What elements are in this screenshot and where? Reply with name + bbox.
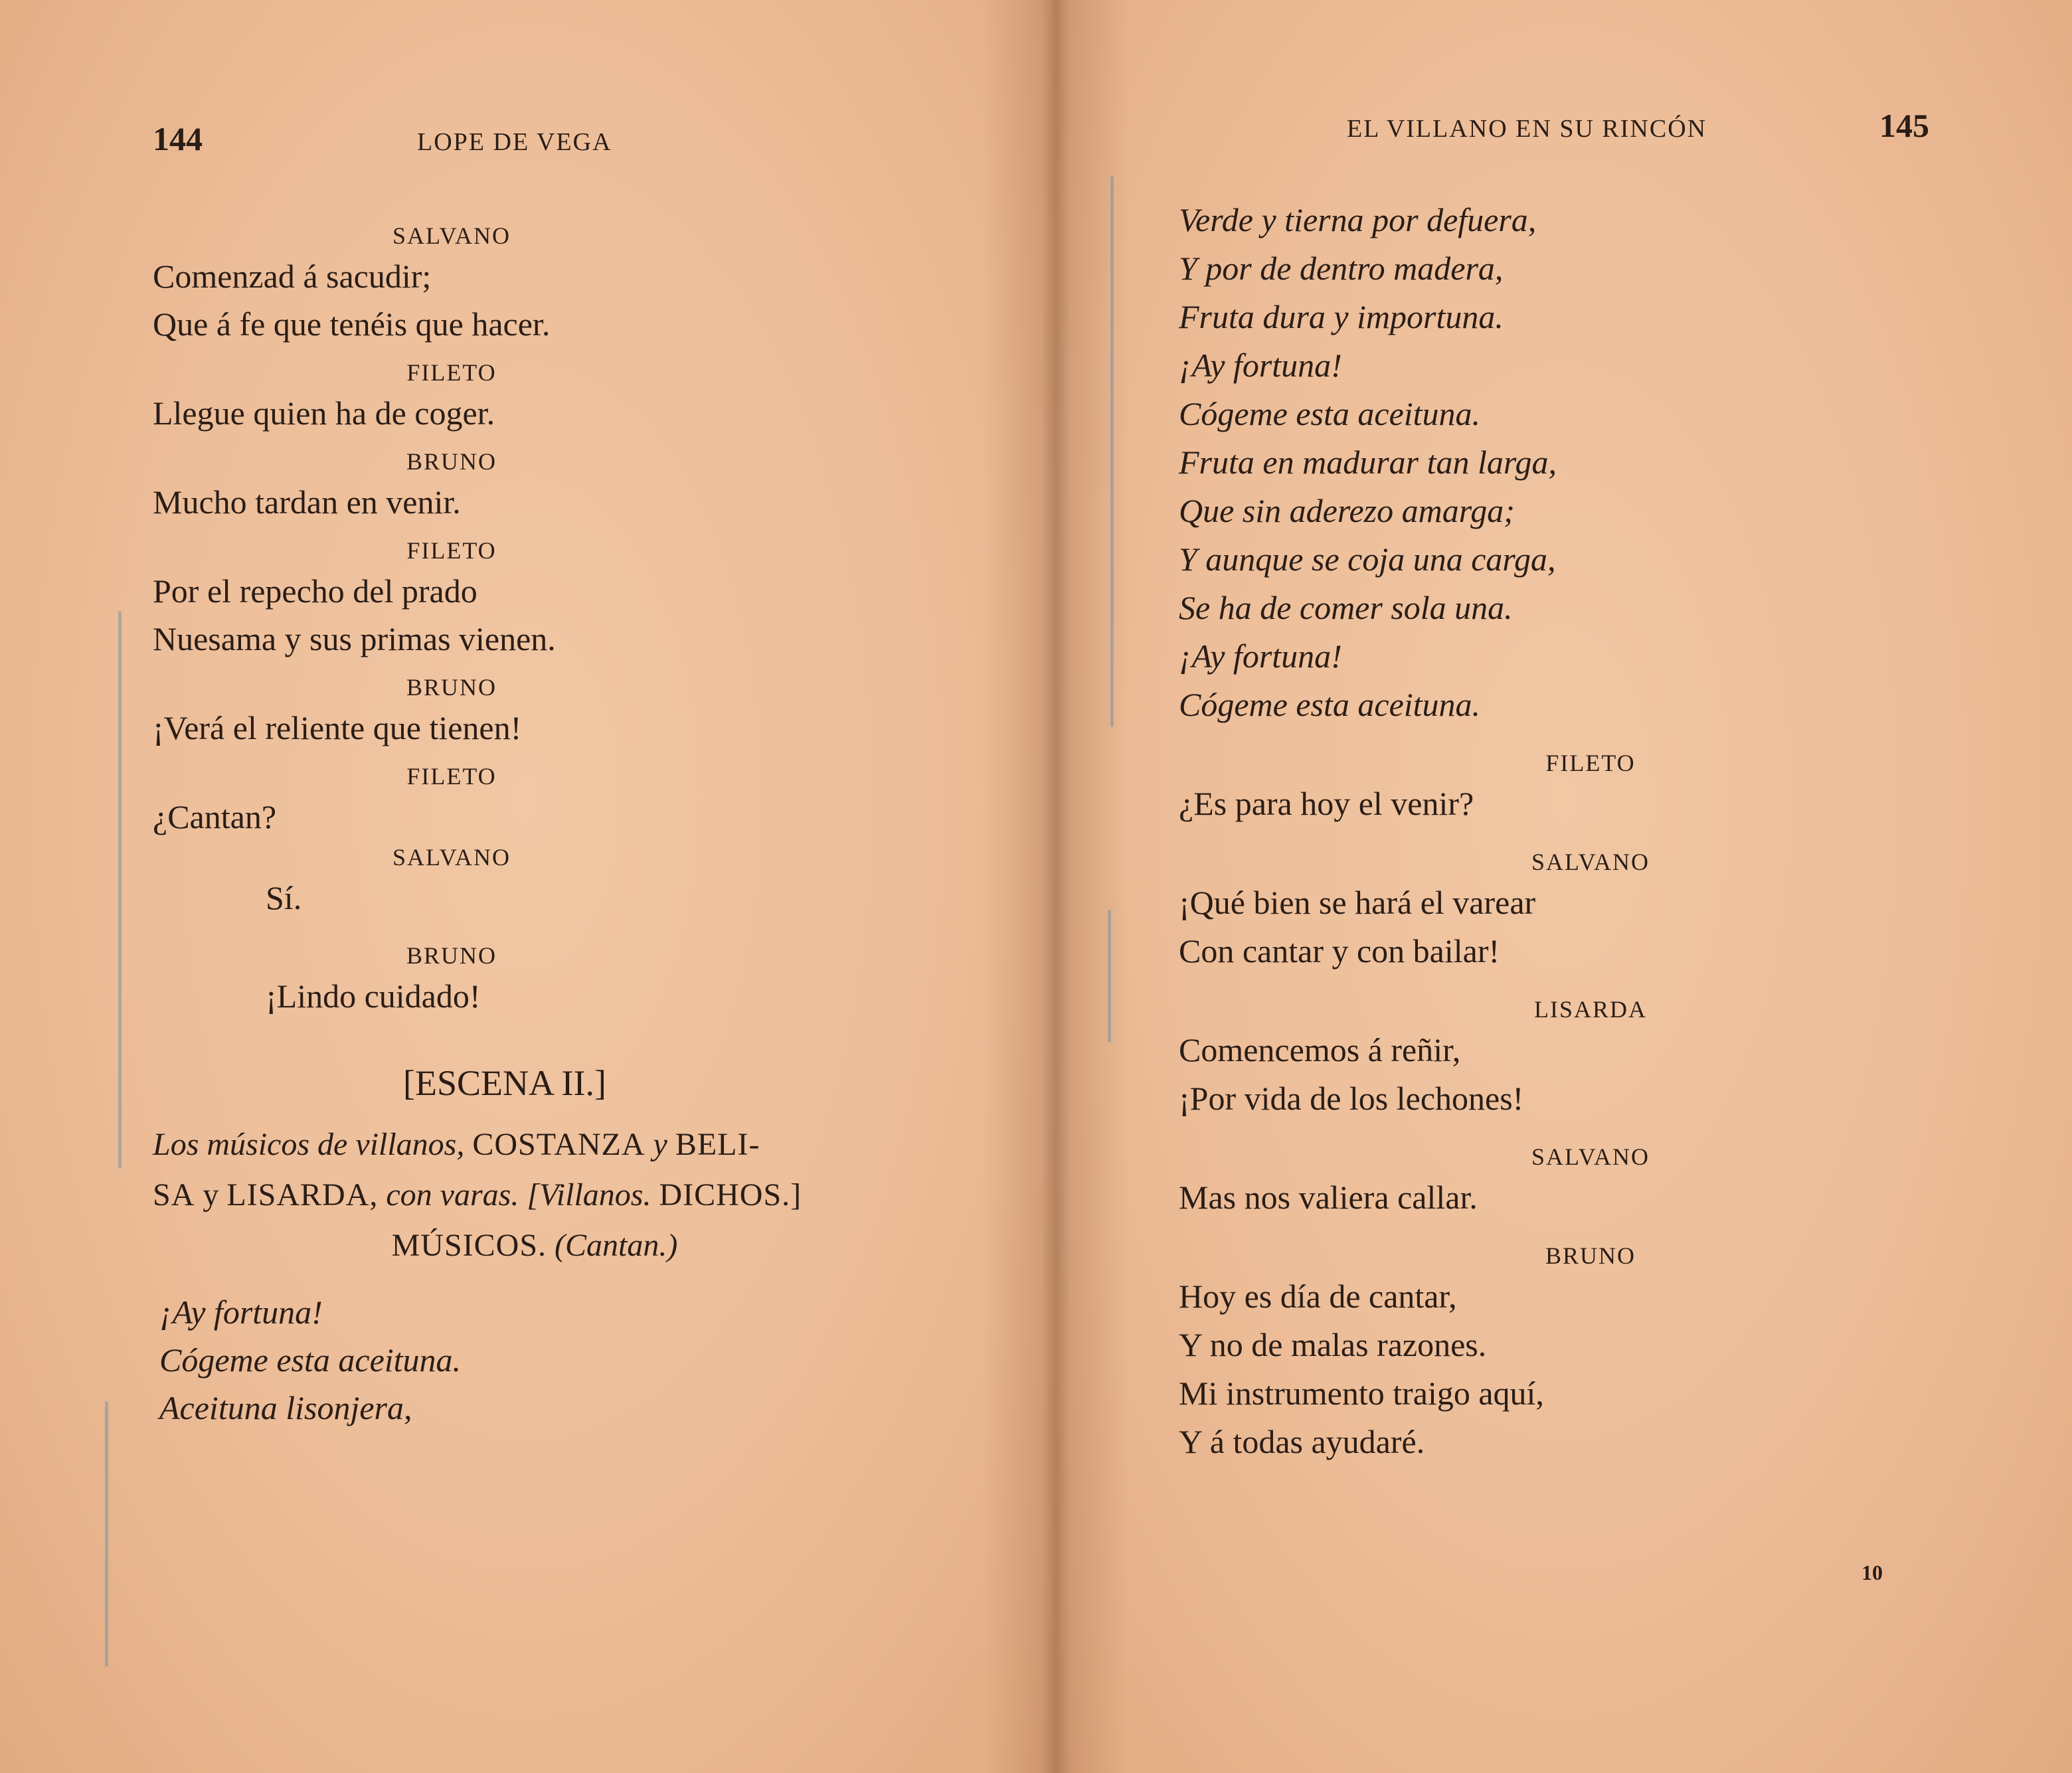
verse-line: ¿Cantan? xyxy=(153,798,277,835)
speaker-name: BRUNO xyxy=(406,674,497,701)
speaker-name: LISARDA xyxy=(1533,996,1647,1023)
verse-line: Mas nos valiera callar. xyxy=(1179,1179,1478,1216)
song-line: Aceituna lisonjera, xyxy=(159,1389,412,1426)
verse-line: Comenzad á sacudir; xyxy=(153,258,432,295)
stage-character: SA xyxy=(153,1177,195,1213)
verse-line: ¡Por vida de los lechones! xyxy=(1179,1080,1524,1117)
stage-character: BELI- xyxy=(675,1127,760,1162)
speaker-name: SALVANO xyxy=(1531,849,1650,875)
song-line: Y por de dentro madera, xyxy=(1179,250,1504,287)
speaker-name: BRUNO xyxy=(406,448,497,475)
verse-line: ¡Qué bien se hará el varear xyxy=(1179,884,1536,921)
scene-heading: [ESCENA II.] xyxy=(403,1063,606,1103)
stage-text: Los músicos de villanos, xyxy=(153,1127,465,1162)
speaker-name: BRUNO xyxy=(1545,1242,1636,1269)
song-line: Cógeme esta aceituna. xyxy=(159,1341,462,1379)
song-line: Que sin aderezo amarga; xyxy=(1179,492,1515,529)
speaker-name: FILETO xyxy=(406,359,497,386)
printer-signature: 10 xyxy=(1861,1561,1883,1584)
verse-line: Con cantar y con bailar! xyxy=(1179,932,1500,970)
song-block xyxy=(1179,196,1909,729)
verse-line: Por el repecho del prado xyxy=(153,572,477,610)
running-head-left: LOPE DE VEGA xyxy=(417,128,612,156)
song-line: Fruta dura y importuna. xyxy=(1179,298,1504,335)
song-line: Cógeme esta aceituna. xyxy=(1179,686,1481,723)
speaker-name: FILETO xyxy=(406,537,497,564)
book-gutter xyxy=(983,0,1129,1773)
verse-line: ¡Lindo cuidado! xyxy=(266,977,481,1015)
speech-block xyxy=(1179,1140,1909,1222)
left-column xyxy=(153,219,936,1432)
speaker-name: FILETO xyxy=(1545,750,1636,776)
page-number-left: 144 xyxy=(153,120,203,157)
verse-line: Y no de malas razones. xyxy=(1179,1326,1487,1363)
pencil-mark xyxy=(105,1401,108,1667)
verse-line: Comencemos á reñir, xyxy=(1179,1031,1461,1068)
verse-line: Y á todas ayudaré. xyxy=(1179,1423,1425,1460)
stage-text: (Cantan.) xyxy=(555,1228,678,1263)
verse-line: Nuesama y sus primas vienen. xyxy=(153,620,556,657)
speaker-name: SALVANO xyxy=(392,222,511,249)
speaker-name: FILETO xyxy=(406,763,497,790)
stage-text: y xyxy=(203,1177,219,1213)
speech-block xyxy=(153,445,936,526)
song-block xyxy=(153,1288,936,1432)
song-line: ¡Ay fortuna! xyxy=(1179,637,1342,675)
verse-line: Llegue quien ha de coger. xyxy=(153,394,495,432)
song-line: Fruta en madurar tan larga, xyxy=(1179,444,1557,481)
running-head-right: EL VILLANO EN SU RINCÓN xyxy=(1347,115,1707,143)
song-line: ¡Ay fortuna! xyxy=(1179,347,1342,384)
stage-character: DICHOS.] xyxy=(659,1177,802,1213)
stage-character: COSTANZA xyxy=(472,1127,646,1162)
speaker-name: BRUNO xyxy=(406,942,497,969)
pencil-mark xyxy=(118,611,122,1169)
speaker-name: SALVANO xyxy=(392,844,511,871)
stage-character: MÚSICOS. xyxy=(391,1228,547,1263)
stage-text: y xyxy=(653,1127,667,1162)
page-number-right: 145 xyxy=(1879,107,1929,144)
verse-line: Sí. xyxy=(266,879,302,916)
stage-direction xyxy=(153,1120,916,1271)
speech-block xyxy=(1179,845,1909,975)
speech-block xyxy=(153,760,936,841)
speech-block xyxy=(153,841,936,922)
right-column xyxy=(1179,196,1909,1466)
speech-block xyxy=(153,939,936,1020)
speech-block xyxy=(1179,746,1909,828)
song-line: Y aunque se coja una carga, xyxy=(1179,541,1556,578)
speech-block xyxy=(153,356,936,437)
verse-line: Hoy es día de cantar, xyxy=(1179,1278,1457,1315)
pencil-mark xyxy=(1108,910,1111,1043)
song-line: Cógeme esta aceituna. xyxy=(1179,395,1481,432)
speech-block xyxy=(1179,993,1909,1123)
speech-block xyxy=(153,219,936,348)
verse-line: ¿Es para hoy el venir? xyxy=(1179,785,1474,822)
stage-text: [Villanos. xyxy=(527,1177,651,1213)
speech-block xyxy=(153,534,936,663)
stage-character: LISARDA, xyxy=(226,1177,379,1213)
verse-line: Que á fe que tenéis que hacer. xyxy=(153,305,551,343)
song-line: ¡Ay fortuna! xyxy=(159,1294,323,1331)
pencil-mark xyxy=(1110,176,1114,727)
stage-text: con varas. xyxy=(386,1177,519,1213)
song-line: Verde y tierna por defuera, xyxy=(1179,201,1537,238)
verse-line: Mi instrumento traigo aquí, xyxy=(1179,1375,1544,1412)
verse-line: Mucho tardan en venir. xyxy=(153,483,461,521)
speech-block xyxy=(153,671,936,752)
song-line: Se ha de comer sola una. xyxy=(1179,589,1513,626)
verse-line: ¡Verá el reliente que tienen! xyxy=(153,709,522,746)
speech-block xyxy=(1179,1239,1909,1466)
speaker-name: SALVANO xyxy=(1531,1143,1650,1170)
